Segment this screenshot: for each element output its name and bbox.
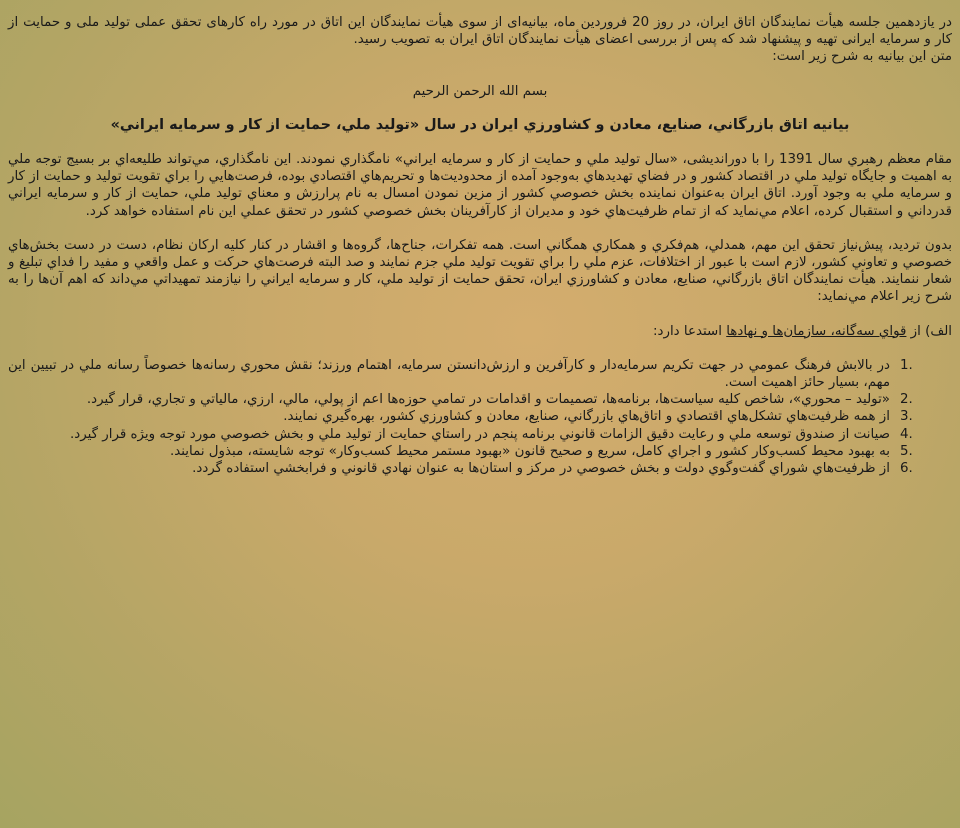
- spacer: [8, 134, 952, 151]
- list-item-number: 4.: [900, 426, 913, 442]
- statement-title: بيانيه اتاق بازرگاني، صنايع، معادن و كشاورزي ايران در سال «توليد ملي، حمايت از كار و سرمايه ايراني»: [110, 116, 850, 133]
- section-a-underlined: قواي سه‌گانه، سازمان‌ها و نهادها: [726, 323, 907, 339]
- section-a-heading: [8, 323, 952, 340]
- list-item-number: 5.: [900, 443, 913, 459]
- intro-lead-line: متن این بیانیه به شرح زیر است:: [772, 49, 952, 65]
- list-item-text: از همه ظرفيت‌هاي تشكل‌هاي اقتصادي و اتاق‌هاي بازرگاني، صنايع، معادن و كشاورزي كشور، بهره‌گيري نمايند.: [283, 409, 890, 425]
- section-a-prefix: الف) از: [906, 323, 952, 339]
- body-paragraph-2: بدون ترديد، پيش‌نياز تحقق اين مهم، همدلي، هم‌فكري و همكاري همگاني است. همه تفكرات، جناح‌ها، گروه‌ها و اقشار در كنار كليه اركان نظام، دست در دست بخش‌هاي خصوصي و تعاوني كشور، لازم است با عبور از اختلافات، عزم ملي را براي تقويت توليد ملي جزم نمايند و صد البته فرصت‌هاي حركت و عمل واقعي و مفيد را فداي تبليغ و شعار ننمايند. هيأت نمايندگان اتاق بازرگاني، صنايع، معادن و كشاورزي ايران، تحقق حمايت از توليد ملي، كار و سرمايه ايراني را نيازمند تمهيداتي مي‌داند كه اهم آن‌ها را به شرح زير اعلام مي‌نمايد:: [8, 237, 952, 305]
- list-item-text: به بهبود محيط كسب‌وكار كشور و اجراي كامل، سريع و صحيح قانون «بهبود مستمر محيط كسب‌وكار» توجه شايسته، مبذول نمايند.: [169, 443, 890, 459]
- list-item: [8, 426, 913, 443]
- list-item-number: 2.: [900, 392, 913, 408]
- list-item-number: 3.: [900, 409, 913, 425]
- spacer: [8, 66, 952, 83]
- section-a-suffix: استدعا دارد:: [653, 323, 727, 339]
- list-item: [8, 460, 913, 477]
- list-item-text: صيانت از صندوق توسعه ملي و رعايت دقيق الزامات قانوني برنامه پنجم در راستاي حمايت از توليد ملي و بخش خصوصي مورد توجه ويژه قرار گيرد.: [70, 426, 890, 442]
- spacer: [8, 306, 952, 323]
- list-item: [8, 443, 913, 460]
- list-item: [8, 408, 913, 425]
- list-item-text: از ظرفيت‌هاي شوراي گفت‌وگوي دولت و بخش خصوصي در مركز و استان‌ها به عنوان نهادي قانوني و فرابخشي استفاده گردد.: [192, 461, 890, 477]
- spacer: [8, 340, 952, 357]
- list-item-text: در بالابش فرهنگ عمومي در جهت تكريم سرمايه‌دار و كارآفرين و ارزش‌دانستن سرمايه، اهتمام ورزند؛ نقش محوري رسانه‌ها خصوصاً رسانه ملي در تبيين اين مهم، بسيار حائز اهميت است.: [8, 357, 890, 391]
- spacer: [8, 100, 952, 117]
- list-item-number: 6.: [900, 461, 913, 477]
- list-item: [8, 357, 913, 391]
- list-item-text: «توليد – محوري»، شاخص كليه سياست‌ها، برنامه‌ها، تصميمات و اقدامات در تمامي حوزه‌ها اعم از پولي، مالي، ارزي، مالياتي و تجاري، قرار گيرد.: [86, 392, 890, 408]
- spacer: [8, 220, 952, 237]
- bismillah-line: بسم الله الرحمن الرحیم: [412, 83, 548, 99]
- list-item-number: 1.: [900, 357, 913, 373]
- list-item: [8, 391, 913, 408]
- body-paragraph-1: مقام معظم رهبري سال 1391 را با دوراندیشی، «سال توليد ملي و حمايت از كار و سرمايه ايراني» نامگذاري نمودند. اين نامگذاري، مي‌تواند طليعه‌اي بر بسيج توجه ملي به اهميت و جايگاه توليد ملي در اقتصاد كشور و در فضاي تهديدهاي به‌وجود آمده از محدوديت‌ها و تحريم‌هاي اقتصادي بوده، فرصت‌هايي را براي تقويت توليد و حمايت از كار و سرمايه ملي به وجود آورد. اتاق ايران به‌عنوان نماينده بخش خصوصي كشور از مزين نمودن امسال به نام پرارزش و معناي توليد ملي، حمايت از كار و سرمايه ايراني قدرداني و استقبال كرده، اعلام مي‌نمايد كه از تمام ظرفيت‌هاي خود و مديران از كارآفرينان بخش خصوصي كشور در تحقق عملي اين نام استفاده خواهد كرد.: [8, 152, 953, 219]
- intro-paragraph: در یازدهمین جلسه هیأت نمایندگان اتاق ایران، در روز 20 فروردین ماه، بیانیه‌ای از سوی هیأت نمایندگان این اتاق در مورد راه کارهای تحقق عملی تولید ملی و حمایت از کار و سرمایه ایرانی تهیه و پیشنهاد شد که پس از بررسی اعضای هیأت نمایندگان اتاق ایران به تصویب رسید.: [8, 15, 952, 48]
- demands-list: [8, 357, 952, 477]
